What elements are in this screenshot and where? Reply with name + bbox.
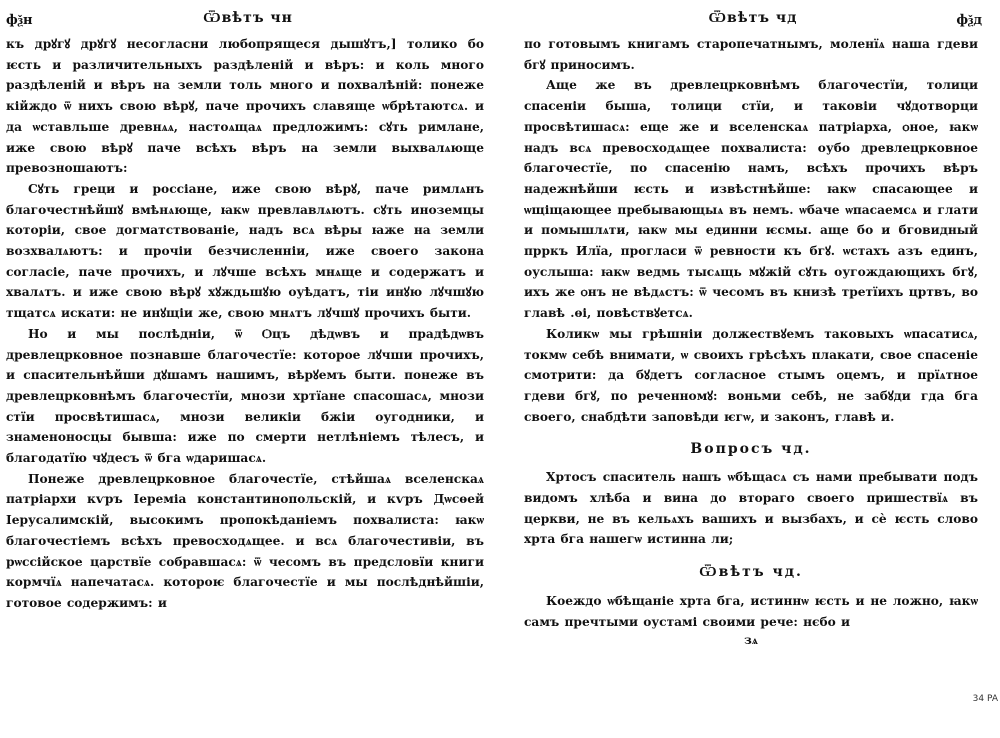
right-paragraph-2: Аще же въ древлецрковнѣмъ благочестїи, толици спасеніи быша, толици стїи, и таковіи чꙋдотворци просвѣтишасѧ: еще же и вселенскаѧ патріарха, ѻное, ꙗкѡ надъ всѧ превосходѧщее похвалиста: оубо древлецрковное благочестїе, по спасенію намъ, всѣхъ прочихъ вѣръ надежнѣйши ѥсть и извѣстнѣйше: ꙗкѡ спасающее и ѡщіщающее пребывающыѧ въ немъ. ѡбаче ѡпасаемсѧ и глати и помышлѧти, ꙗкѡ мы единни ѥсмы. аще бо и бговидный прркъ Илїа, прогласи ѿ ревности къ бгꙋ. ѡстахъ азъ единъ, оуслыша: ꙗкѡ ведмь тысѧщь мꙋжій сꙋть оугождающихъ бгꙋ, ихъ же ѻнъ не вѣдѧстъ: ѿ чесомъ въ книзѣ третїихъ цртвъ, во главѣ .ѳі, повѣствꙋетсѧ.: [524, 78, 978, 321]
left-paragraph-3: Но и мы послѣдніи, ѿ Ѻцъ дѣдѡвъ и прадѣдѡвъ древлецрковное познавше благочестїе: которое лꙋчши прочихъ, и спасительнѣйши дꙋшамъ нашимъ, вѣрꙋемъ быти. понеже въ древлецрковнѣмъ благочестїи, мнози хртїане спасошасѧ, мнози стїи просвѣтишасѧ, мнози великіи бжіи оугодники, и знаменоносцы бывша: иже по смерти нетлѣніемъ тѣлесъ, и благодатїю чꙋдесъ ѿ бга ѡдаришасѧ.: [6, 326, 484, 466]
right-running-head: Ѿвѣтъ чд: [708, 10, 798, 26]
right-page-header: [506, 0, 1000, 34]
right-paragraph-1: по готовымъ книгамъ старопечатнымъ, моленїѧ наша гдеви бгꙋ приносимъ.: [524, 37, 978, 72]
catchword: зѧ: [744, 632, 758, 647]
right-page: [506, 0, 1000, 738]
question-text: Хртосъ спаситель нашъ ѡбѣщасѧ съ нами пребывати подъ видомъ хлѣба и вина до втораго своего пришествїѧ въ церкви, не въ кельѧхъ вашихъ и вызбахъ, и сѐ ѥсть слово хрта бга нашегѡ истинна ли;: [524, 470, 978, 547]
left-paragraph-4: Понеже древлецрковное благочестїе, стѣйшаѧ вселенскаѧ патріархи кѵръ Іереміа константинопольскій, и кѵръ Дѡсѳей Іерусалимскій, высокимъ пропокѣданіемъ похвалиста: ꙗкѡ благочестіемъ всѣхъ превосходѧщее. и всѧ благочестивіи, въ рѡссійское царствїе собравшасѧ: ѿ чесомъ въ предсловїи книги кормчїѧ напечатасѧ. котороѥ благочестїе и мы послѣднѣйшіи, готовое содержимъ: и: [6, 471, 484, 610]
margin-note: 34 PA: [972, 694, 998, 704]
left-running-head: Ѿвѣтъ чн: [203, 10, 293, 26]
right-folio: фѯд: [956, 13, 982, 28]
left-folio: фѯн: [6, 13, 33, 28]
left-paragraph-2: Сꙋть греци и россіане, иже свою вѣрꙋ, паче римлѧнъ благочестнѣйшꙋ вмѣнѧюще, ꙗкѡ превлавлѧютъ. сꙋть иноземцы которіи, свое догматствованіе, надъ всѧ вѣры ꙗже на земли возхвалѧютъ: и прочіи безчисленніи, иже своего закона согласіе, паче прочихъ, и лꙋчше всѣхъ мнѧще и содержатъ и хвалѧтъ. и иже свою вѣрꙋ хꙋждьшꙋю оуѣдатъ, тіи инꙋю лꙋчшꙋю тщатсѧ искати: не инꙋщіи же, свою мнѧтъ лꙋчшꙋ прочихъ быти.: [6, 181, 484, 321]
left-paragraph-1: къ дрꙋгꙋ дрꙋгꙋ несогласни любопрящеся дышꙋтъ,] толико бо ѥсть и различительныхъ раздѣленій и вѣръ: и коль много раздѣленій и вѣръ на земли толь много и похвалѣній: понеже кійждо ѿ нихъ свою вѣрꙋ, паче прочихъ славяще ѡбрѣтаютсѧ. и да ѡставльше древнѧѧ, настоѧщаѧ предложимъ: сꙋть римлане, иже свою вѣрꙋ паче всѣхъ вѣръ на земли выхвалѧюще превозношаютъ:: [6, 37, 484, 176]
question-heading: Вопросъ чд.: [690, 441, 812, 458]
left-page: [0, 0, 496, 738]
answer-text: Коеждо ѡбѣщаніе хрта бга, истиннѡ ѥсть и не ложно, ꙗкѡ самъ пречтыми оустамі своими рече: нєбо и: [524, 594, 978, 629]
answer-heading: Ѿвѣтъ чд.: [699, 564, 803, 581]
right-paragraph-3: Коликѡ мы грѣшніи должествꙋемъ таковыхъ ѡпасатисѧ, токмѡ себѣ внимати, ѡ своихъ грѣсѣхъ плакати, свое спасеніе смотрити: да бꙋдетъ согласное стымъ ѻцемъ, и прїѧтное гдеви бгꙋ, по реченномꙋ: воньми себѣ, не забꙋди гда бга своего, снабдѣти заповѣди ѥгѡ, и законъ, главѣ и.: [524, 326, 978, 424]
right-page-body: [506, 34, 1000, 647]
left-page-body: [0, 34, 496, 614]
left-page-header: [0, 0, 496, 34]
